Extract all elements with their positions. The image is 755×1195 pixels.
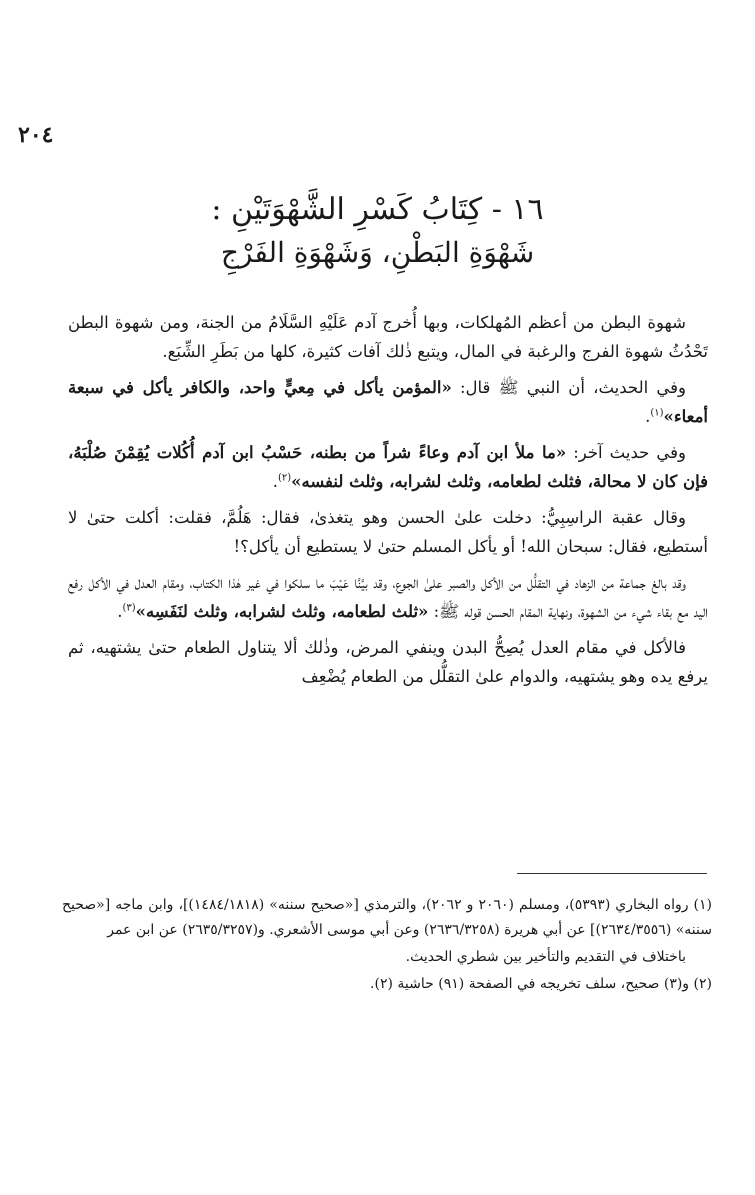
footnote-2-text: و(٣) صحيح، سلف تخريجه في الصفحة (٩١) حاشية (٢). [370, 976, 690, 992]
hadith-quote-1: «المؤمن يأكل في مِعيٍّ واحد، والكافر يأكل في سبعة أمعاء» [68, 378, 708, 426]
footnote-ref-2: (٢) [277, 472, 292, 484]
paragraph-5: وقد بالغ جماعة من الزهاد في التقلُّل من الأكل والصبر علىٰ الجوع، وقد بيَّنَّا عَيْبَ ما سلكوا في غير هٰذا الكتاب، ومقام العدل في الأكل رفع اليد مع بقاء شيء من الشهوة، ونهاية المقام الحسن قوله ﷺ: «ثلث لطعامه، وثلث لشرابه، وثلث لنَفَسِه»$^{(٣)}$. [68, 573, 708, 621]
paragraph-3: وفي حديث آخر: «ما ملأ ابن آدم وعاءً شراً من بطنه، حَسْبُ ابن آدم أُكُلات يُقِمْنَ صُلْبَهُ، فإن كان لا محالة، فثلث لطعامه، وثلث لشرابه، وثلث لنفسه»$^{(٢)}$. [68, 443, 708, 491]
paragraph-2: وفي الحديث، أن النبي ﷺ قال: «المؤمن يأكل في مِعيٍّ واحد، والكافر يأكل في سبعة أمعاء»$^{(١)}$. [68, 378, 708, 426]
paragraph-2-intro: وفي الحديث، أن النبي ﷺ قال: [451, 378, 686, 397]
chapter-title [0, 190, 755, 274]
footnote-2 [62, 972, 712, 997]
footnote-separator [517, 873, 707, 874]
chapter-title-line2: شَهْوَةِ البَطْنِ، وَشَهْوَةِ الفَرْجِ [220, 236, 535, 269]
footnote-1-continuation: باختلاف في التقديم والتأخير بين شطري الحديث. [405, 949, 686, 965]
chapter-title-line1: ١٦ - كِتَابُ كَسْرِ الشَّهْوَتَيْنِ : [211, 192, 544, 227]
paragraph-6: فالأكل في مقام العدل يُصِحُّ البدن وينفي المرض، وذٰلك ألا يتناول الطعام حتىٰ يشتهيه، ثم يرفع يده وهو يشتهيه، والدوام علىٰ التقلُّل من الطعام يُضْعِف [68, 638, 708, 686]
footnote-1 [62, 893, 712, 943]
footnote-2-marker: (٢) [693, 976, 712, 992]
footnotes [62, 893, 712, 999]
footnote-ref-1: (١) [650, 407, 664, 419]
main-text [68, 308, 708, 698]
paragraph-3-intro: وفي حديث آخر: [566, 443, 686, 462]
footnote-1-text: رواه البخاري (٥٣٩٣)، ومسلم (٢٠٦٠ و ٢٠٦٢)، والترمذي [«صحيح سننه» (١٤٨٤/١٨١٨)]، وابن ماجه [«صحيح سننه» (٢٦٣٤/٣٥٥٦)] عن أبي هريرة (٢٦٣٦/٣٢٥٨) وعن أبي موسى الأشعري. و(٢٦٣٥/٣٢٥٧) عن ابن عمر [62, 897, 712, 938]
footnote-ref-3: (٣) [122, 602, 136, 614]
hadith-quote-3: «ثلث لطعامه، وثلث لشرابه، وثلث لنَفَسِه» [135, 602, 429, 621]
paragraph-4: وقال عقبة الراسِبِيُّ: دخلت علىٰ الحسن وهو يتغذىٰ، فقال: هَلُمَّ، فقلت: أكلت حتىٰ لا أستطيع، فقال: سبحان الله! أو يأكل المسلم حتىٰ لا يستطيع أن يأكل؟! [68, 508, 708, 556]
paragraph-1: شهوة البطن من أعظم المُهلكات، وبها أُخرج آدم عَلَيْهِ السَّلَامُ من الجنة، ومن شهوة البطن تَحْدُثُ شهوة الفرج والرغبة في المال، ويتبع ذٰلك آفات كثيرة، كلها من بَطَرِ الشِّبَع. [68, 313, 708, 361]
hadith-quote-2: «ما ملأ ابن آدم وعاءً شراً من بطنه، حَسْبُ ابن آدم أُكُلات يُقِمْنَ صُلْبَهُ، فإن كان لا محالة، فثلث لطعامه، وثلث لشرابه، وثلث لنفسه» [68, 443, 708, 491]
paragraph-5-intro: وقد بالغ جماعة من الزهاد في التقلُّل من الأكل والصبر علىٰ الجوع، وقد بيَّنَّا عَيْبَ ما سلكوا في غير هٰذا الكتاب، ومقام العدل في الأكل رفع اليد مع بقاء شيء من الشهوة، ونهاية المقام الحسن قوله ﷺ: [68, 573, 708, 621]
page-number: ٢٠٤ [18, 122, 54, 148]
footnote-1-marker: (١) [693, 897, 713, 913]
